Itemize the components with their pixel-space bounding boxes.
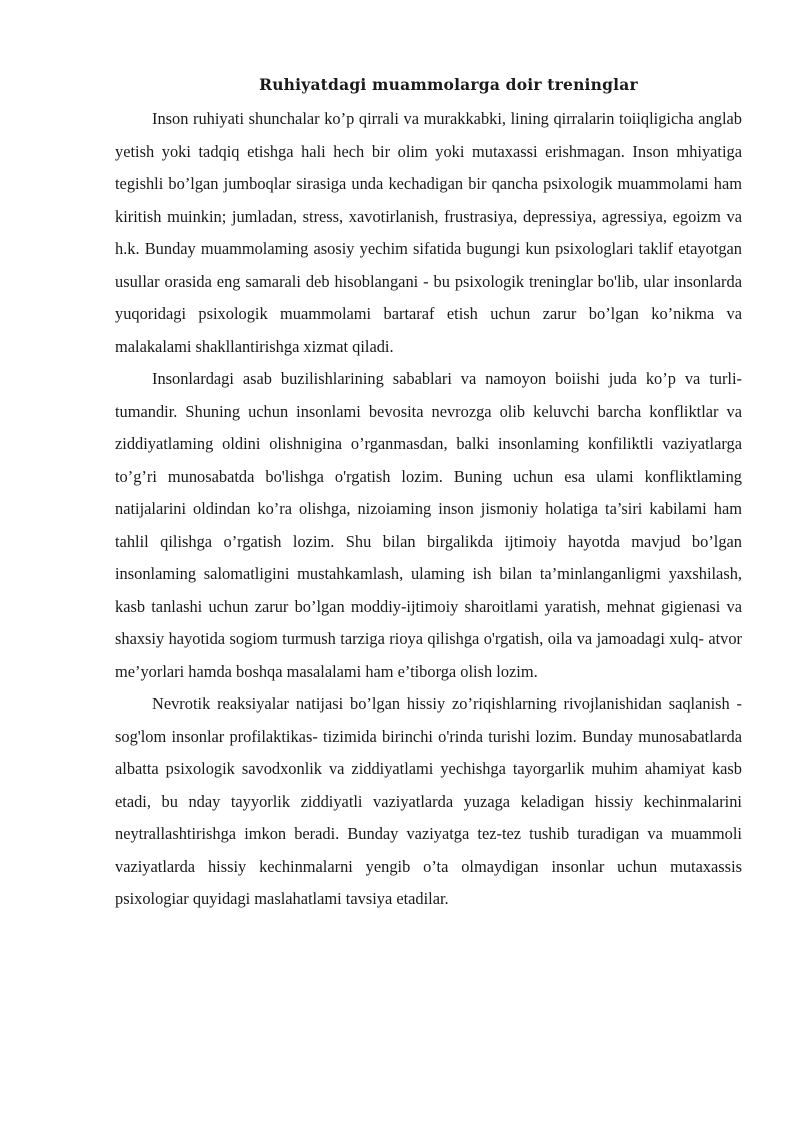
paragraph-1: Inson ruhiyati shunchalar ko’p qirrali va murakkabki, lining qirralarin toiiqligicha anglab yetish yoki tadqiq etishga hali hech bir olim yoki mutaxassi erishmagan. Inson mhiyatiga tegishli bo’lgan jumboqlar sirasiga unda kechadigan bir qancha psixologik muammolami ham kiritish muinkin; jumladan, stress, xavotirlanish, frustrasiya, depressiya, agressiya, egoizm va h.k. Bunday muammolaming asosiy yechim sifatida bugungi kun psixologlari taklif etayotgan usullar orasida eng samarali deb hisoblangani - bu psixologik treninglar bo'lib, ular insonlarda yuqoridagi psixologik muammolami bartaraf etish uchun zarur bo’lgan ko’nikma va malakalami shakllantirishga xizmat qiladi.	[115, 109, 742, 356]
document-title: Ruhiyatdagi muammolarga doir treninglar	[259, 75, 638, 94]
document-body	[115, 74, 742, 916]
paragraph-3: Nevrotik reaksiyalar natijasi bo’lgan hissiy zo’riqishlarning rivojlanishidan saqlanish - sog'lom insonlar profilaktikas- tizimida birinchi o'rinda turishi lozim. Bunday munosabatlarda albatta psixologik savodxonlik va ziddiyatlami yechishga tayorgarlik muhim ahamiyat kasb etadi, bu nday tayyorlik ziddiyatli vaziyatlarda yuzaga keladigan hissiy kechinmalarini neytrallashtirishga imkon beradi. Bunday vaziyatga tez-tez tushib turadigan va muammoli vaziyatlarda hissiy kechinmalarni yengib o’ta olmaydigan insonlar uchun mutaxassis psixologiar quyidagi maslahatlami tavsiya etadilar.	[115, 694, 742, 908]
paragraph-2: Insonlardagi asab buzilishlarining sabablari va namoyon boiishi juda ko’p va turli-tumandir. Shuning uchun insonlami bevosita nevrozga olib keluvchi barcha konfliktlar va ziddiyatlaming oldini olishnigina o’rganmasdan, balki insonlaming konfiliktli vaziyatlarga to’g’ri munosabatda bo'lishga o'rgatish lozim. Buning uchun esa ulami konfliktlaming natijalarini oldindan ko’ra olishga, nizoiaming inson jismoniy holatiga ta’siri kabilami ham tahlil qilishga o’rgatish lozim. Shu bilan birgalikda ijtimoiy hayotda mavjud bo’lgan insonlaming salomatligini mustahkamlash, ulaming ish bilan ta’minlanganligmi yaxshilash, kasb tanlashi uchun zarur bo’lgan moddiy-ijtimoiy sharoitlami yaratish, mehnat gigienasi va shaxsiy hayotida sogiom turmush tarziga rioya qilishga o'rgatish, oila va jamoadagi xulq- atvor me’yorlari hamda boshqa masalalami ham e’tiborga olish lozim.	[115, 369, 742, 681]
